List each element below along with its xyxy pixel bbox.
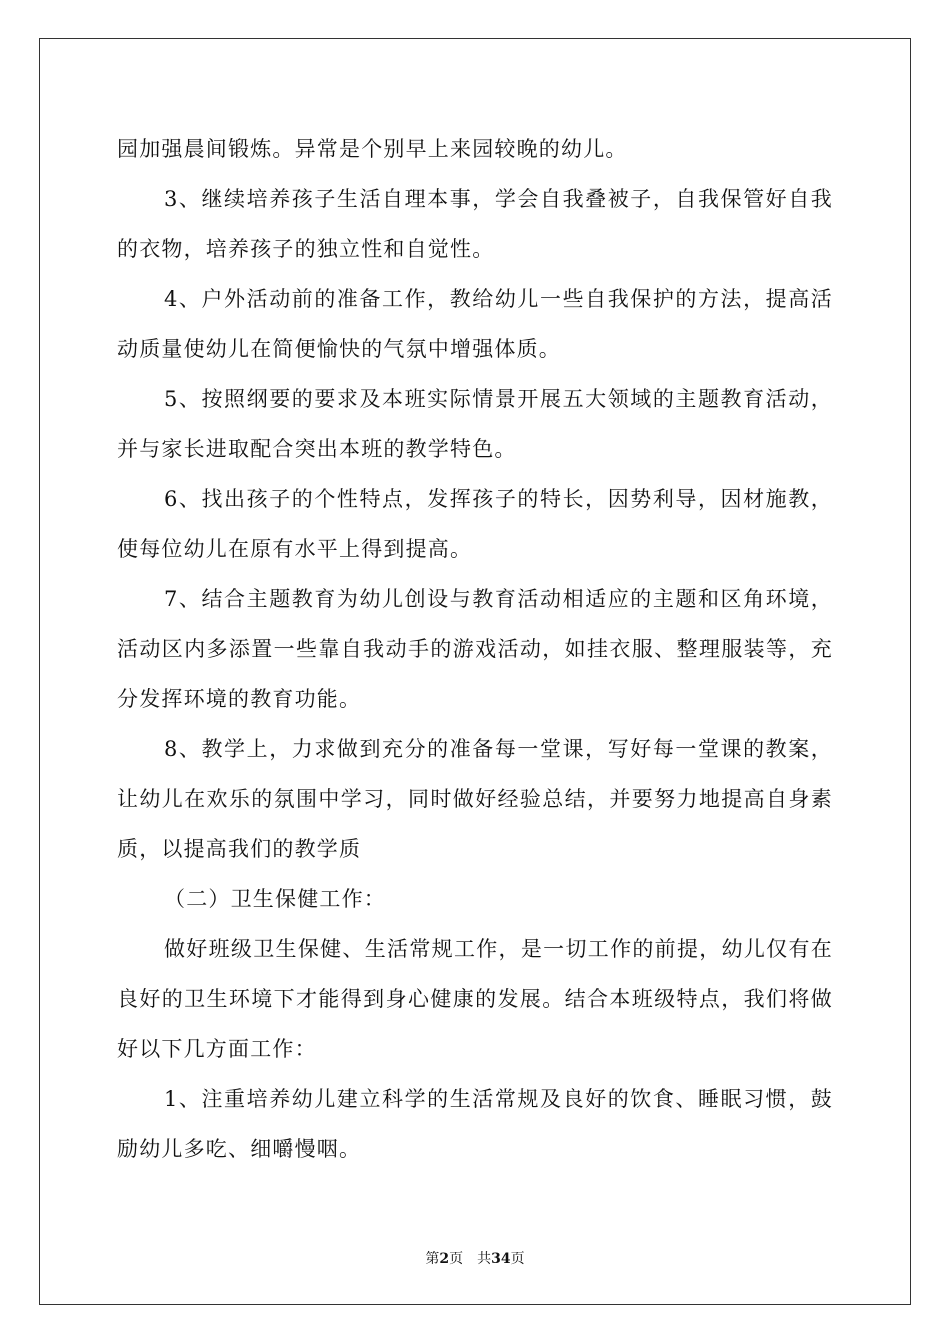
paragraph-9: 1、注重培养幼儿建立科学的生活常规及良好的饮食、睡眠习惯，鼓励幼儿多吃、细嚼慢咽。 [117,1087,833,1161]
page-suffix: 页 [449,1251,464,1267]
paragraph-3: 4、户外活动前的准备工作，教给幼儿一些自我保护的方法，提高活动质量使幼儿在简便愉快的气氛中增强体质。 [117,287,833,361]
page-prefix: 第 [425,1251,440,1267]
total-pages: 34 [491,1251,511,1267]
total-prefix: 共 [477,1251,492,1267]
document-body [117,124,833,1174]
paragraph-4: 5、按照纲要的要求及本班实际情景开展五大领域的主题教育活动，并与家长进取配合突出本班的教学特色。 [117,387,833,461]
section-heading: （二）卫生保健工作： [164,887,386,911]
paragraph-8: 做好班级卫生保健、生活常规工作，是一切工作的前提，幼儿仅有在良好的卫生环境下才能得到身心健康的发展。结合本班级特点，我们将做好以下几方面工作： [117,937,833,1061]
paragraph-2: 3、继续培养孩子生活自理本事，学会自我叠被子，自我保管好自我的衣物，培养孩子的独立性和自觉性。 [117,187,833,261]
paragraph-7: 8、教学上，力求做到充分的准备每一堂课，写好每一堂课的教案，让幼儿在欢乐的氛围中学习，同时做好经验总结，并要努力地提高自身素质，以提高我们的教学质 [117,737,833,861]
page-footer [0,1248,950,1268]
total-suffix: 页 [510,1251,525,1267]
paragraph-5: 6、找出孩子的个性特点，发挥孩子的特长，因势利导，因材施教，使每位幼儿在原有水平上得到提高。 [117,487,833,561]
paragraph-1: 园加强晨间锻炼。异常是个别早上来园较晚的幼儿。 [117,137,628,161]
page-number: 2 [439,1251,450,1267]
paragraph-6: 7、结合主题教育为幼儿创设与教育活动相适应的主题和区角环境，活动区内多添置一些靠自我动手的游戏活动，如挂衣服、整理服装等，充分发挥环境的教育功能。 [117,587,833,711]
